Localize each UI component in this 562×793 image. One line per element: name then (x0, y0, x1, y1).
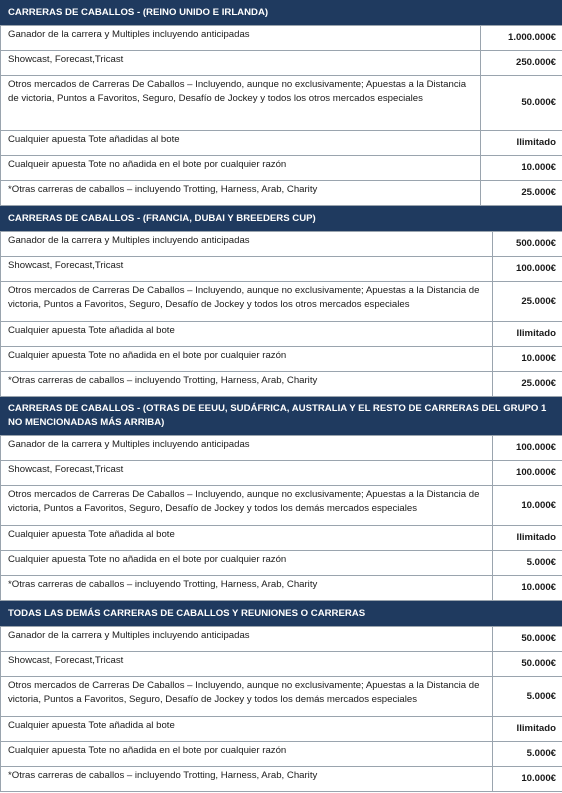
row-label: *Otras carreras de caballos – incluyendo Trotting, Harness, Arab, Charity (1, 576, 493, 601)
table-row (1, 51, 562, 76)
row-label: *Otras carreras de caballos – incluyendo Trotting, Harness, Arab, Charity (1, 181, 481, 206)
limits-table (0, 231, 562, 397)
row-label: Showcast, Forecast,Tricast (1, 461, 493, 486)
row-label: Otros mercados de Carreras De Caballos – Incluyendo, aunque no exclusivamente; Apuestas a la Distancia de victoria, Puntos a Favoritos, Seguro, Desafío de Jockey y todos los demás mercados especiales (1, 677, 493, 717)
row-value: 100.000€ (493, 257, 562, 282)
row-value: 5.000€ (493, 677, 562, 717)
row-value: 250.000€ (481, 51, 562, 76)
row-label: Cualquier apuesta Tote añadida al bote (1, 526, 493, 551)
row-label: Ganador de la carrera y Multiples incluyendo anticipadas (1, 627, 493, 652)
table-row (1, 677, 562, 717)
row-value: 50.000€ (493, 652, 562, 677)
table-row (1, 76, 562, 131)
row-label: Showcast, Forecast,Tricast (1, 51, 481, 76)
row-value: 100.000€ (493, 461, 562, 486)
row-label: Ganador de la carrera y Multiples incluyendo anticipadas (1, 26, 481, 51)
table-row (1, 576, 562, 601)
row-label: Cualqueir apuesta Tote no añadida en el bote por cualquier razón (1, 156, 481, 181)
table-row (1, 26, 562, 51)
row-label: *Otras carreras de caballos – incluyendo Trotting, Harness, Arab, Charity (1, 767, 493, 792)
limits-table (0, 25, 562, 206)
row-label: Cualquier apuesta Tote añadidas al bote (1, 131, 481, 156)
table-row (1, 526, 562, 551)
row-value: 50.000€ (493, 627, 562, 652)
table-row (1, 551, 562, 576)
table-row (1, 282, 562, 322)
section-usa-sa-australia (0, 397, 562, 601)
table-row (1, 156, 562, 181)
row-label: Cualquier apuesta Tote añadida al bote (1, 717, 493, 742)
table-row (1, 486, 562, 526)
row-value: 50.000€ (481, 76, 562, 131)
row-label: Cualquier apuesta Tote no añadida en el bote por cualquier razón (1, 347, 493, 372)
row-value: Ilimitado (493, 717, 562, 742)
row-value: 10.000€ (493, 347, 562, 372)
table-row (1, 232, 562, 257)
section-header: CARRERAS DE CABALLOS - (OTRAS DE EEUU, SUDÁFRICA, AUSTRALIA Y EL RESTO DE CARRERAS DEL GRUPO 1 NO MENCIONADAS MÁS ARRIBA) (0, 397, 562, 435)
row-value: 100.000€ (493, 436, 562, 461)
table-row (1, 131, 562, 156)
row-value: 1.000.000€ (481, 26, 562, 51)
table-row (1, 461, 562, 486)
limits-table (0, 626, 562, 792)
row-value: 10.000€ (493, 576, 562, 601)
row-value: Ilimitado (493, 322, 562, 347)
row-value: 10.000€ (481, 156, 562, 181)
table-row (1, 717, 562, 742)
table-row (1, 742, 562, 767)
row-value: 10.000€ (493, 486, 562, 526)
row-label: Cualquier apuesta Tote añadida al bote (1, 322, 493, 347)
row-label: Ganador de la carrera y Multiples incluyendo anticipadas (1, 436, 493, 461)
table-row (1, 347, 562, 372)
row-label: Otros mercados de Carreras De Caballos – Incluyendo, aunque no exclusivamente; Apuestas a la Distancia de victoria, Puntos a Favoritos, Seguro, Desafío de Jockey y todos los demás mercados especiales (1, 486, 493, 526)
table-row (1, 181, 562, 206)
table-row (1, 652, 562, 677)
row-value: 500.000€ (493, 232, 562, 257)
row-value: Ilimitado (481, 131, 562, 156)
row-value: 25.000€ (493, 372, 562, 397)
row-value: 25.000€ (481, 181, 562, 206)
section-all-other (0, 601, 562, 792)
row-label: Otros mercados de Carreras De Caballos – Incluyendo, aunque no exclusivamente; Apuestas a la Distancia de victoria, Puntos a Favoritos, Seguro, Desafío de Jockey y todos los otros mercados especiales (1, 282, 493, 322)
row-value: 25.000€ (493, 282, 562, 322)
row-label: Showcast, Forecast,Tricast (1, 652, 493, 677)
section-header: CARRERAS DE CABALLOS - (REINO UNIDO E IRLANDA) (0, 0, 562, 25)
section-france-dubai (0, 206, 562, 397)
table-row (1, 436, 562, 461)
row-label: Cualquier apuesta Tote no añadida en el bote por cualquier razón (1, 551, 493, 576)
table-row (1, 767, 562, 792)
row-value: 5.000€ (493, 742, 562, 767)
limits-table (0, 435, 562, 601)
section-uk-ireland (0, 0, 562, 206)
row-label: Ganador de la carrera y Multiples incluyendo anticipadas (1, 232, 493, 257)
row-label: Otros mercados de Carreras De Caballos – Incluyendo, aunque no exclusivamente; Apuestas a la Distancia de victoria, Puntos a Favoritos, Seguro, Desafío de Jockey y todos los otros mercados especiales (1, 76, 481, 131)
table-row (1, 257, 562, 282)
row-label: *Otras carreras de caballos – incluyendo Trotting, Harness, Arab, Charity (1, 372, 493, 397)
row-value: 5.000€ (493, 551, 562, 576)
table-row (1, 322, 562, 347)
section-header: TODAS LAS DEMÁS CARRERAS DE CABALLOS Y REUNIONES O CARRERAS (0, 601, 562, 626)
section-header: CARRERAS DE CABALLOS - (FRANCIA, DUBAI Y BREEDERS CUP) (0, 206, 562, 231)
row-value: 10.000€ (493, 767, 562, 792)
table-row (1, 627, 562, 652)
row-label: Showcast, Forecast,Tricast (1, 257, 493, 282)
table-row (1, 372, 562, 397)
row-label: Cualquier apuesta Tote no añadida en el bote por cualquier razón (1, 742, 493, 767)
row-value: Ilimitado (493, 526, 562, 551)
